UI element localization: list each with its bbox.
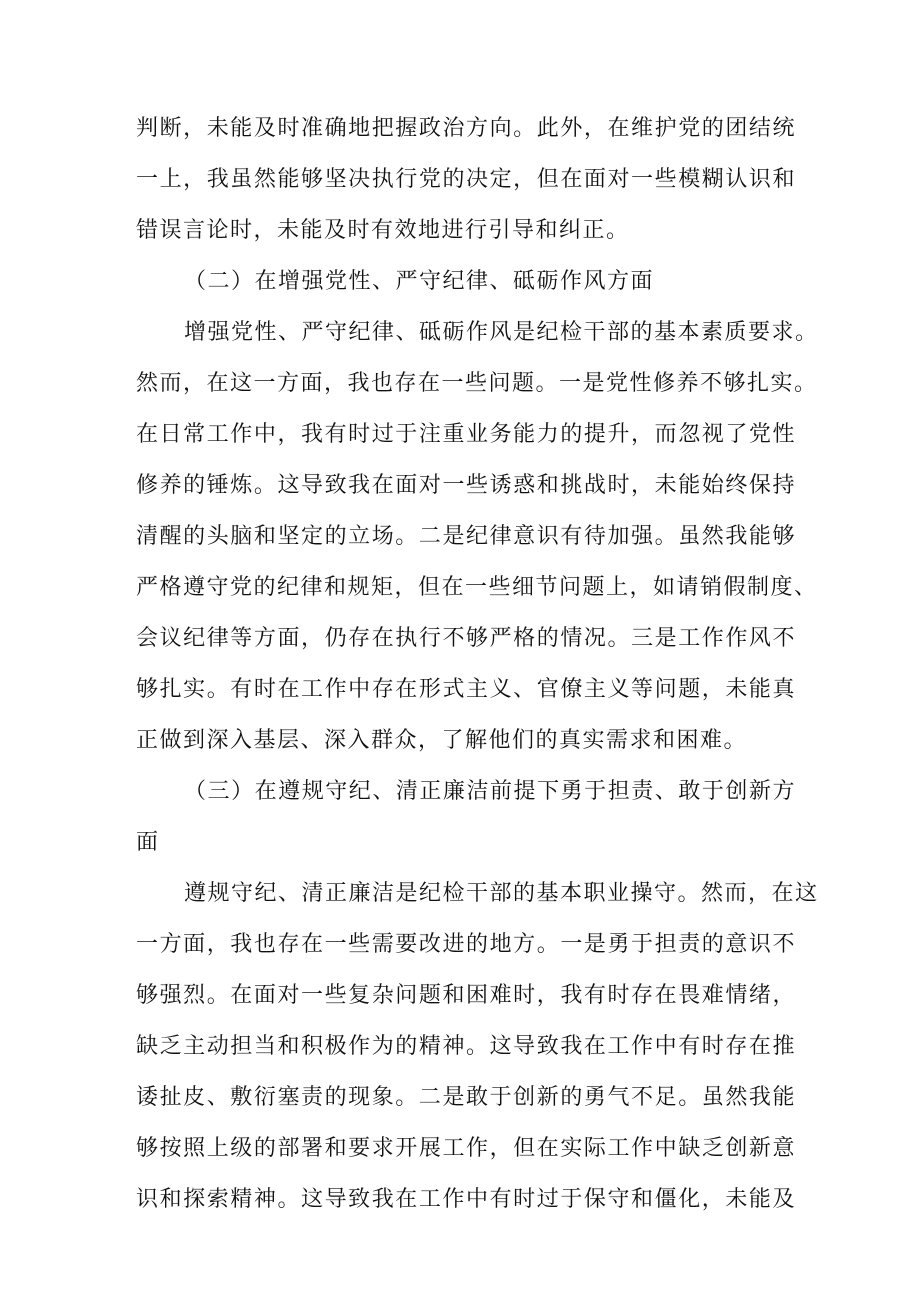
paragraph-line: 缺乏主动担当和积极作为的精神。这导致我在工作中有时存在推	[136, 1034, 796, 1059]
paragraph-line: 够强烈。在面对一些复杂问题和困难时，我有时存在畏难情绪，	[136, 983, 796, 1008]
paragraph-line: 错误言论时，未能及时有效地进行引导和纠正。	[136, 218, 630, 243]
paragraph-line: 一上，我虽然能够坚决执行党的决定，但在面对一些模糊认识和	[136, 167, 796, 192]
paragraph-line: 够按照上级的部署和要求开展工作，但在实际工作中缺乏创新意	[136, 1136, 796, 1161]
paragraph-line: 清醒的头脑和坚定的立场。二是纪律意识有待加强。虽然我能够	[136, 524, 796, 549]
paragraph-line: 然而，在这一方面，我也存在一些问题。一是党性修养不够扎实。	[136, 371, 818, 396]
paragraph-line: 判断，未能及时准确地把握政治方向。此外，在维护党的团结统	[136, 116, 796, 141]
paragraph-line: 严格遵守党的纪律和规矩，但在一些细节问题上，如请销假制度、	[136, 575, 818, 600]
paragraph-line: 正做到深入基层、深入群众，了解他们的真实需求和困难。	[136, 728, 748, 753]
paragraph-line: 修养的锤炼。这导致我在面对一些诱惑和挑战时，未能始终保持	[136, 473, 796, 498]
section-heading-continuation: 面	[136, 830, 160, 855]
paragraph-line: 够扎实。有时在工作中存在形式主义、官僚主义等问题，未能真	[136, 677, 796, 702]
paragraph-line: 诿扯皮、敷衍塞责的现象。二是敢于创新的勇气不足。虽然我能	[136, 1085, 796, 1110]
paragraph-line: 增强党性、严守纪律、砥砺作风是纪检干部的基本素质要求。	[184, 320, 819, 345]
paragraph-line: 在日常工作中，我有时过于注重业务能力的提升，而忽视了党性	[136, 422, 796, 447]
paragraph-line: 识和探索精神。这导致我在工作中有时过于保守和僵化，未能及	[136, 1187, 796, 1212]
paragraph-line: 会议纪律等方面，仍存在执行不够严格的情况。三是工作作风不	[136, 626, 796, 651]
paragraph-line: 一方面，我也存在一些需要改进的地方。一是勇于担责的意识不	[136, 932, 796, 957]
section-heading: （二）在增强党性、严守纪律、砥砺作风方面	[184, 269, 655, 294]
paragraph-line: 遵规守纪、清正廉洁是纪检干部的基本职业操守。然而，在这	[184, 881, 819, 906]
section-heading: （三）在遵规守纪、清正廉洁前提下勇于担责、敢于创新方	[184, 779, 796, 804]
